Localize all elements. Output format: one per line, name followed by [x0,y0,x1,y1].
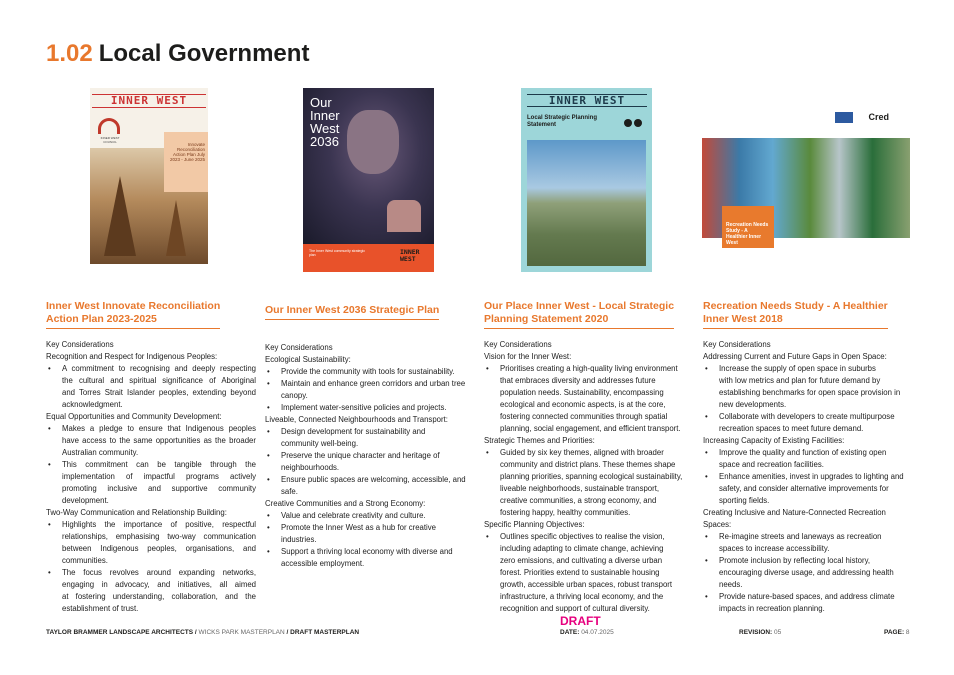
list-item: • Enhance amenities, invest in upgrades to lighting and safety, and consider alternative improvements for sporting fields. [703,471,913,507]
list-item: • Provide the community with tools for sustainability. [265,366,475,378]
column-heading [484,300,674,329]
heading-line: Planning Statement 2020 [484,313,609,325]
list-item: • Implement water-sensitive policies and projects. [265,402,475,414]
footer-company: TAYLOR BRAMMER LANDSCAPE ARCHITECTS / [46,629,199,636]
heading-line: Recreation Needs Study - A Healthier [703,300,888,312]
footer-credit [46,629,359,636]
footer-project: WICKS PARK MASTERPLAN [198,629,285,636]
list-item: • Promote inclusion by reflecting local history, encouraging diverse usage, and addressing health needs. [703,555,913,591]
heading-line: Our Inner West 2036 Strategic Plan [265,304,440,316]
column-planning-statement [484,300,694,615]
cover-subtitle: The Inner West community strategic plan [309,249,365,257]
strategic-plan-cover [303,88,434,272]
page-title [46,40,309,68]
list-item: • Prioritises creating a high-quality living environment that embraces diversity and addresses future population needs. Sustainability, encompassing ecological and economic aspects, is at the core, fostering connected communities through spatial planning, social engagement, and efficient transport. [484,363,694,435]
section-title: Addressing Current and Future Gaps in Open Space: [703,352,887,361]
heading-line: Inner West Innovate Reconciliation [46,300,221,312]
key-considerations-label: Key Considerations [703,340,771,349]
list-item: • This commitment can be tangible through the implementation of impactful programs actively promoting inclusive and supportive community development. [46,459,256,507]
aerial-photo [527,140,646,266]
projected-face-shape [347,110,399,174]
list-item: • Promote the Inner West as a hub for creative industries. [265,522,475,546]
section-title: Strategic Themes and Priorities: [484,436,595,445]
cover-panel [164,132,208,192]
heading-line: Our Place Inner West - Local Strategic [484,300,675,312]
footer-date: DATE: 04.07.2025 [560,629,614,636]
cover-card [722,206,774,248]
cover-title-line: Inner [310,108,340,123]
section-title: Vision for the Inner West: [484,352,572,361]
section-title: Recognition and Respect for Indigenous Peoples: [46,352,218,361]
list-item: • Improve the quality and function of existing open space and recreation facilities. [703,447,913,471]
list-item: • Ensure public spaces are welcoming, accessible, and safe. [265,474,475,498]
section-title-cont: Spaces: [703,520,732,529]
list-item: • A commitment to recognising and deeply respecting the cultural and spiritual significance of Aboriginal and Torres Strait Islander peoples, extending beyond acknowledgment. [46,363,256,411]
list-item: • Design development for sustainability and community well-being. [265,426,475,450]
bullet-list [484,363,694,435]
inner-west-mark: INNER WEST [400,248,420,263]
heading-line: Action Plan 2023-2025 [46,313,157,325]
cover-card-text: Recreation Needs Study - A Healthier Inner West [726,222,769,246]
council-logo-icon [835,112,853,123]
bullet-list [703,531,913,615]
column-strategic-plan [265,300,475,570]
cover-title-line: 2036 [310,134,339,149]
bullet-list [703,363,913,435]
inner-west-logo: INNER WEST [92,94,206,108]
list-item: • Increase the supply of open space in suburbs with low metrics and plan for future demand by establishing benchmarks for open space provision in new developments. [703,363,913,411]
list-item: • Collaborate with developers to create multipurpose recreation spaces to meet future demand. [703,411,913,435]
footer-page: PAGE: 8 [884,629,910,636]
bullet-list [265,510,475,570]
council-emblem-icon [98,118,120,134]
sculpture-shape [104,176,136,256]
bullet-list [484,531,694,615]
list-item: • Makes a pledge to ensure that Indigenous peoples have access to the same opportunities as the broader Australian community. [46,423,256,459]
section-title: Local Government [98,40,310,67]
list-item: • Guided by six key themes, aligned with broader community and district plans. These themes shape planning priorities, spanning ecological sustainability, liveable neighborhoods, sustainable transport, creative communities, a strong economy, and fostering happy, healthy communities. [484,447,694,519]
section-title: Creative Communities and a Strong Economy: [265,499,426,508]
cover-title-line: West [310,121,340,136]
cover-org-text: INNER WEST COUNCIL [100,136,120,144]
bullet-list [46,363,256,411]
cover-band [303,244,434,272]
bullet-list [484,447,694,519]
reconciliation-plan-cover [90,88,208,264]
list-item: • The focus revolves around expanding networks, engaging in advocacy, and initiatives, all aimed at fostering understanding, collaboration, and the establishment of trust. [46,567,256,615]
cover-title [310,96,340,148]
section-number: 1.02 [46,40,93,67]
bullet-list [265,426,475,498]
column-heading [265,304,439,320]
list-item: • Re-imagine streets and laneways as recreation spaces to increase accessibility. [703,531,913,555]
section-title: Ecological Sustainability: [265,355,351,364]
list-item: • Value and celebrate creativity and culture. [265,510,475,522]
people-shape [387,200,421,232]
bullet-list [46,519,256,615]
footer-revision: REVISION: 05 [739,629,782,636]
bullet-list [46,423,256,507]
key-considerations-label: Key Considerations [46,340,114,349]
list-item: • Provide nature-based spaces, and address climate impacts in recreation planning. [703,591,913,615]
cover-dots-icon [624,119,644,127]
list-item: • Highlights the importance of positive, respectful relationships, emphasising two-way communication between Indigenous peoples, organisations, and communities. [46,519,256,567]
list-item: • Maintain and enhance green corridors and urban tree canopy. [265,378,475,402]
column-reconciliation [46,300,256,615]
bullet-list [265,366,475,414]
key-considerations-label: Key Considerations [484,340,552,349]
section-title: Specific Planning Objectives: [484,520,585,529]
heading-line: Inner West 2018 [703,313,783,325]
section-title: Equal Opportunities and Community Development: [46,412,222,421]
cover-subtitle: Local Strategic Planning Statement [527,115,598,128]
recreation-study-cover [700,88,913,248]
cover-title-line: Our [310,95,332,110]
section-title: Liveable, Connected Neighbourhoods and Transport: [265,415,448,424]
bullet-list [703,447,913,507]
section-title: Increasing Capacity of Existing Facilities: [703,436,845,445]
draft-stamp: DRAFT [560,614,601,628]
inner-west-logo: INNER WEST [527,94,647,107]
column-heading [46,300,220,329]
section-title: Two-Way Communication and Relationship Building: [46,508,227,517]
footer-separator: / [284,629,291,636]
cover-panel-text: Innovate Reconciliation Action Plan July 2023 - June 2025 [169,142,205,162]
sculpture-shape-small [166,200,186,256]
key-considerations-label: Key Considerations [265,343,333,352]
cred-brand: Cred [868,112,889,122]
column-recreation-study [703,300,913,615]
planning-statement-cover [521,88,652,272]
list-item: • Preserve the unique character and heritage of neighbourhoods. [265,450,475,474]
list-item: • Support a thriving local economy with diverse and accessible employment. [265,546,475,570]
footer-doc: DRAFT MASTERPLAN [290,629,360,636]
list-item: • Outlines specific objectives to realise the vision, including adapting to climate change, achieving zero emissions, and cultivating a diverse urban forest. Priorities extend to sustainable housing growth, accessible urban spaces, robust transport infrastructure, a thriving local economy, and the recognition and support of cultural diversity. [484,531,694,615]
column-heading [703,300,888,329]
section-title: Creating Inclusive and Nature-Connected Recreation [703,508,886,517]
